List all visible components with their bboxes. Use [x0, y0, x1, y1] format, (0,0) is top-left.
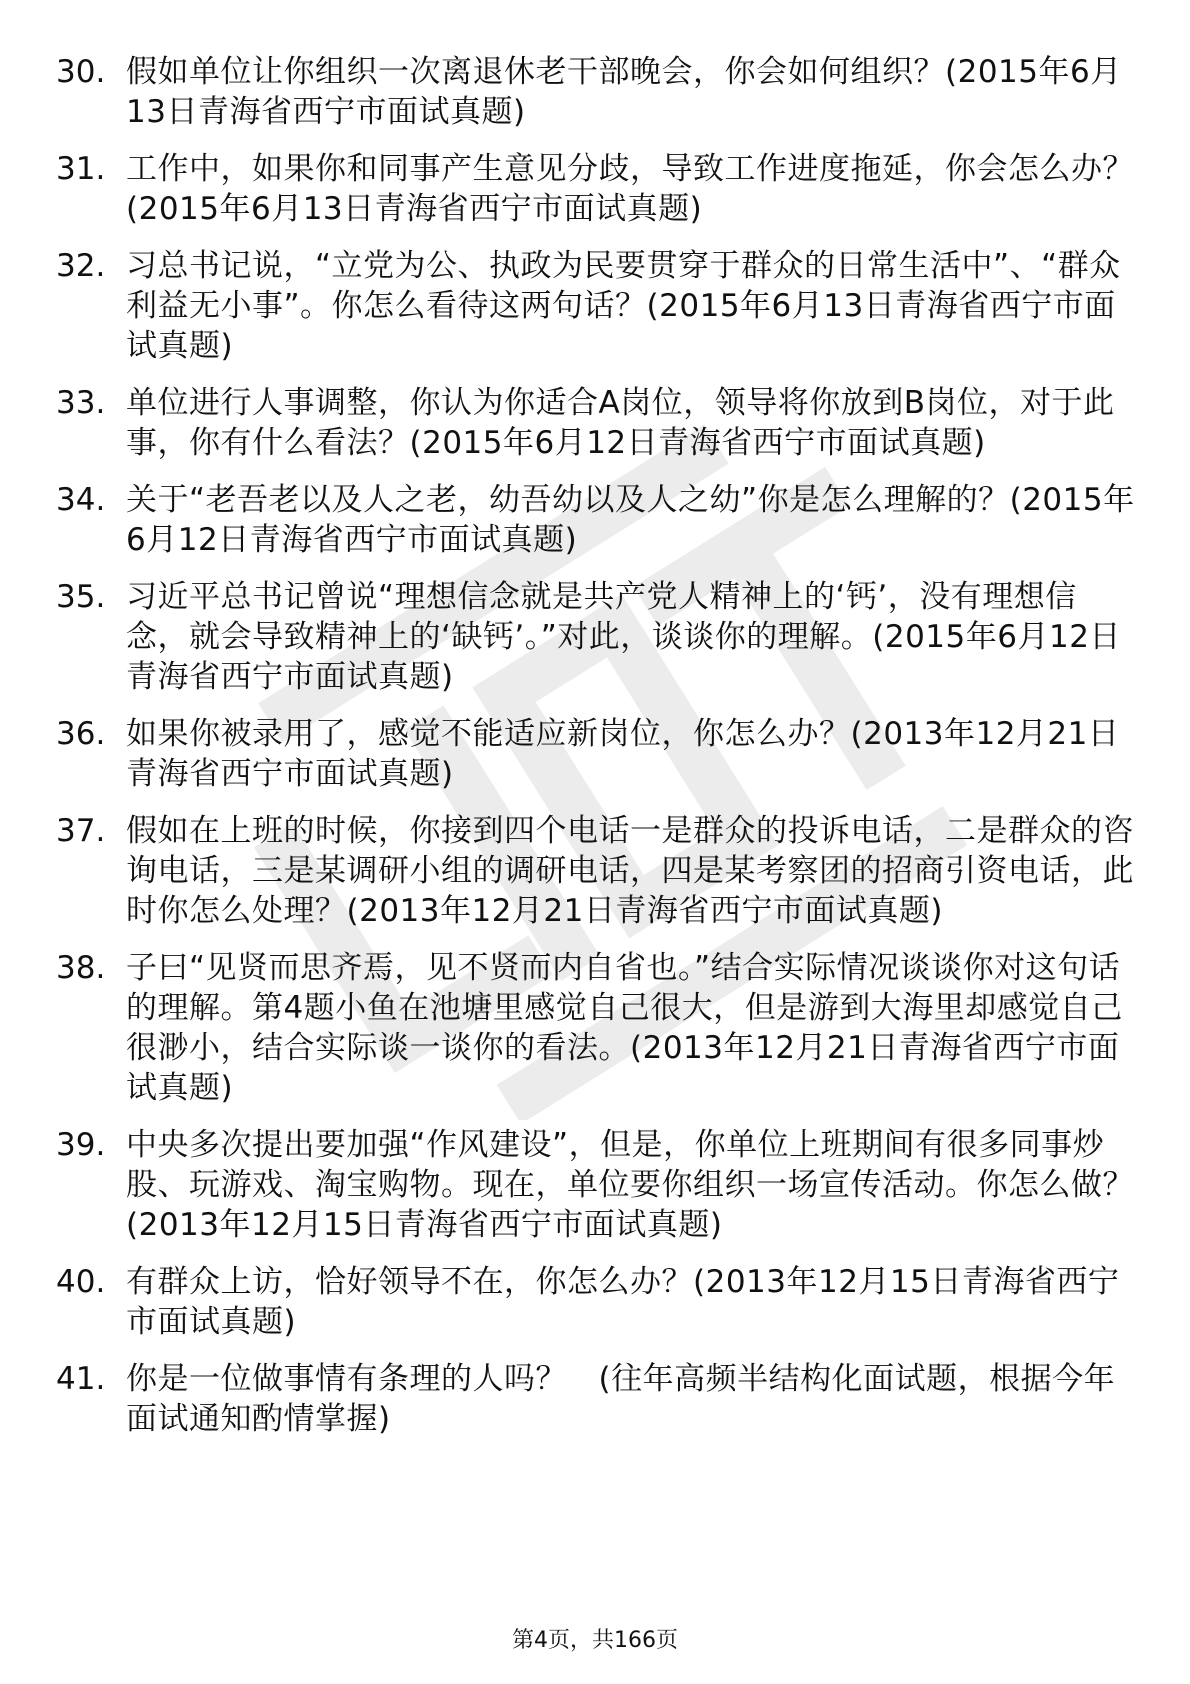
question-item [56, 714, 1136, 794]
question-item [56, 383, 1136, 463]
question-number: 35. [56, 579, 106, 615]
question-item [56, 480, 1136, 560]
question-item [56, 1359, 1136, 1439]
question-text: 你是一位做事情有条理的人吗？ (往年高频半结构化面试题，根据今年面试通知酌情掌握) [126, 1361, 1116, 1437]
question-item [56, 948, 1136, 1108]
question-text: 习近平总书记曾说“理想信念就是共产党人精神上的‘钙’，没有理想信念，就会导致精神上的‘缺钙’。”对此，谈谈你的理解。(2015年6月12日青海省西宁市面试真题) [126, 579, 1121, 695]
question-number: 40. [56, 1264, 106, 1300]
question-text: 子曰“见贤而思齐焉，见不贤而内自省也。”结合实际情况谈谈你对这句话的理解。第4题小鱼在池塘里感觉自己很大，但是游到大海里却感觉自己很渺小，结合实际谈一谈你的看法。(2013年12月21日青海省西宁市面试真题) [126, 950, 1123, 1106]
question-item [56, 149, 1136, 229]
question-item [56, 577, 1136, 697]
question-item [56, 811, 1136, 931]
question-number: 30. [56, 54, 106, 90]
question-number: 38. [56, 950, 106, 986]
question-number: 32. [56, 248, 106, 284]
question-text: 有群众上访，恰好领导不在，你怎么办？(2013年12月15日青海省西宁市面试真题) [126, 1264, 1120, 1340]
question-list [56, 52, 1136, 1456]
question-text: 关于“老吾老以及人之老，幼吾幼以及人之幼”你是怎么理解的？(2015年6月12日青海省西宁市面试真题) [126, 482, 1135, 558]
question-number: 39. [56, 1127, 106, 1163]
question-item [56, 1125, 1136, 1245]
question-text: 习总书记说，“立党为公、执政为民要贯穿于群众的日常生活中”、“群众利益无小事”。你怎么看待这两句话？(2015年6月13日青海省西宁市面试真题) [126, 248, 1121, 364]
question-item [56, 246, 1136, 366]
question-item [56, 52, 1136, 132]
question-item [56, 1262, 1136, 1342]
question-text: 假如在上班的时候，你接到四个电话一是群众的投诉电话，二是群众的咨询电话，三是某调研小组的调研电话，四是某考察团的招商引资电话，此时你怎么处理？(2013年12月21日青海省西宁市面试真题) [126, 813, 1134, 929]
question-number: 34. [56, 482, 106, 518]
question-number: 41. [56, 1361, 106, 1397]
question-text: 单位进行人事调整，你认为你适合A岗位，领导将你放到B岗位，对于此事，你有什么看法？(2015年6月12日青海省西宁市面试真题) [126, 385, 1115, 461]
page-footer: 第4页，共166页 [512, 1628, 678, 1653]
question-number: 31. [56, 151, 106, 187]
question-number: 36. [56, 716, 106, 752]
question-number: 37. [56, 813, 106, 849]
question-text: 假如单位让你组织一次离退休老干部晚会，你会如何组织？(2015年6月13日青海省西宁市面试真题) [126, 54, 1122, 130]
question-text: 工作中，如果你和同事产生意见分歧，导致工作进度拖延，你会怎么办？(2015年6月13日青海省西宁市面试真题) [126, 151, 1134, 227]
question-text: 如果你被录用了，感觉不能适应新岗位，你怎么办？(2013年12月21日青海省西宁市面试真题) [126, 716, 1120, 792]
question-text: 中央多次提出要加强“作风建设”，但是，你单位上班期间有很多同事炒股、玩游戏、淘宝购物。现在，单位要你组织一场宣传活动。你怎么做？(2013年12月15日青海省西宁市面试真题) [126, 1127, 1134, 1243]
question-number: 33. [56, 385, 106, 421]
